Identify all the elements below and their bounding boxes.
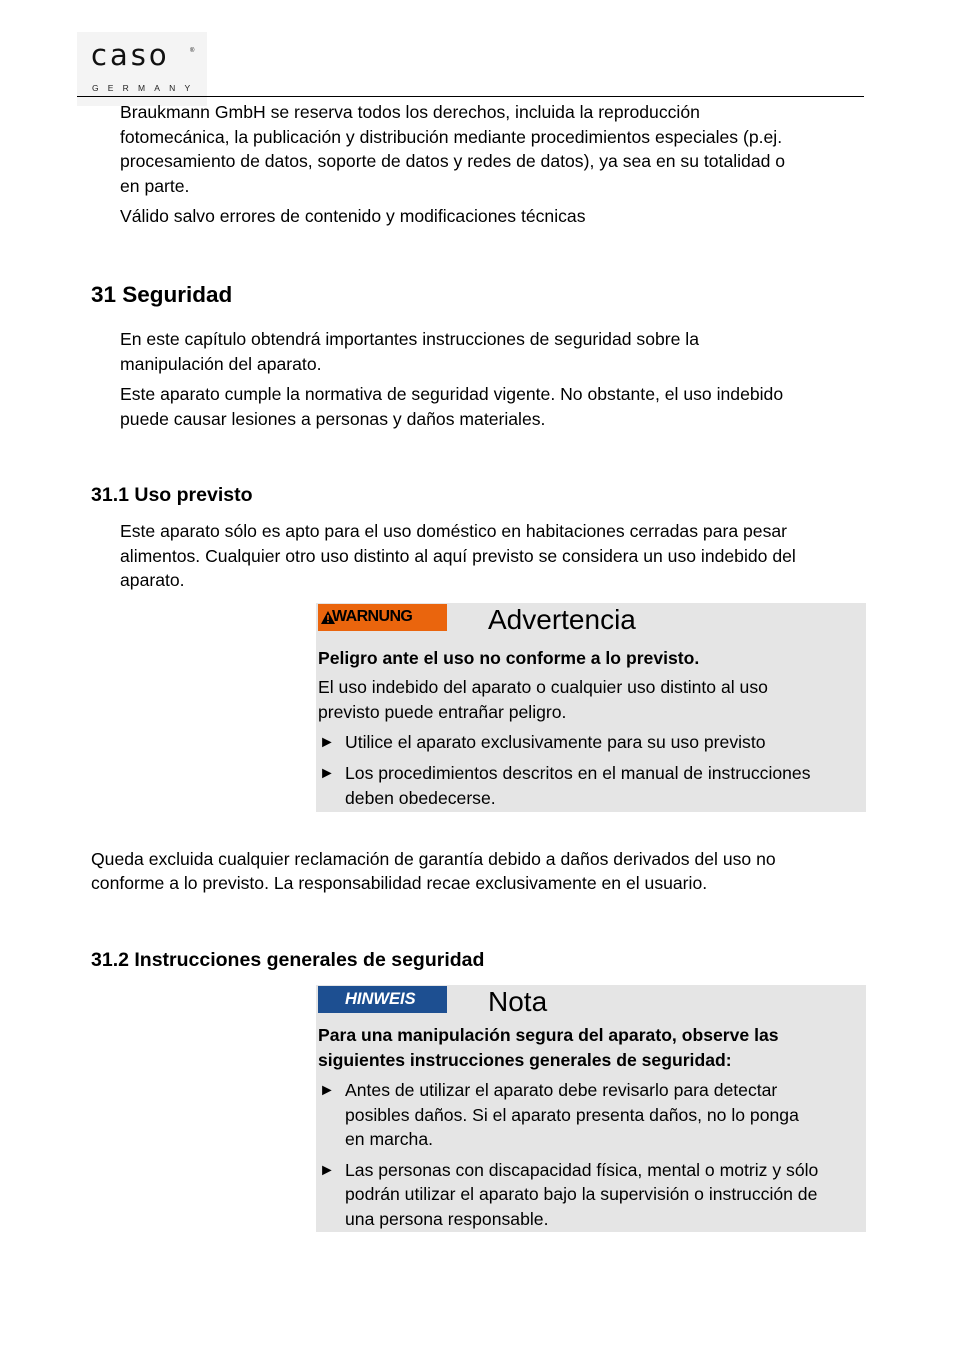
section-31-1-heading: 31.1 Uso previsto bbox=[91, 484, 253, 506]
warning-lead: Peligro ante el uso no conforme a lo previsto. bbox=[318, 648, 700, 668]
section-31-1-line-3: aparato. bbox=[120, 570, 185, 590]
note-bullet-2-line-1: Las personas con discapacidad física, mental o motriz y sólo bbox=[345, 1160, 819, 1180]
section-31-p1-line-2: manipulación del aparato. bbox=[120, 354, 322, 374]
warning-badge bbox=[318, 604, 447, 631]
note-bullet-1-line-3: en marcha. bbox=[345, 1129, 434, 1149]
logo-wordmark: caso bbox=[91, 38, 170, 72]
note-lead-line-2: siguientes instrucciones generales de seguridad: bbox=[318, 1050, 732, 1070]
warning-title: Advertencia bbox=[488, 604, 636, 635]
bullet-arrow-icon: ► bbox=[319, 1162, 335, 1179]
section-31-2-heading: 31.2 Instrucciones generales de seguridad bbox=[91, 949, 485, 971]
section-31-p1-line-1: En este capítulo obtendrá importantes instrucciones de seguridad sobre la bbox=[120, 329, 699, 349]
note-title: Nota bbox=[488, 986, 548, 1017]
bullet-arrow-icon: ► bbox=[319, 765, 335, 782]
warranty-line-2: conforme a lo previsto. La responsabilidad recae exclusivamente en el usuario. bbox=[91, 873, 708, 893]
section-31-p2-line-1: Este aparato cumple la normativa de seguridad vigente. No obstante, el uso indebido bbox=[120, 384, 784, 404]
logo-subtitle: GERMANY bbox=[92, 83, 200, 93]
note-badge-label: HINWEIS bbox=[345, 990, 416, 1008]
note-lead-line-1: Para una manipulación segura del aparato, observe las bbox=[318, 1025, 779, 1045]
note-bullet-1-line-1: Antes de utilizar el aparato debe revisarlo para detectar bbox=[345, 1080, 778, 1100]
note-bullet-2-line-3: una persona responsable. bbox=[345, 1209, 549, 1229]
bullet-arrow-icon: ► bbox=[319, 734, 335, 751]
warning-text-line-1: El uso indebido del aparato o cualquier uso distinto al uso bbox=[318, 677, 768, 697]
intro-line-4: en parte. bbox=[120, 176, 190, 196]
caso-logo bbox=[77, 32, 207, 106]
header-rule bbox=[77, 96, 864, 97]
note-bullet-1-line-2: posibles daños. Si el aparato presenta daños, no lo ponga bbox=[345, 1105, 799, 1125]
intro-line-3: procesamiento de datos, soporte de datos y redes de datos), ya sea en su totalidad o bbox=[120, 151, 786, 171]
logo-registered-mark: ® bbox=[190, 48, 195, 54]
section-31-1-line-2: alimentos. Cualquier otro uso distinto al aquí previsto se considera un uso indebido del bbox=[120, 546, 796, 566]
note-bullet-2-line-2: podrán utilizar el aparato bajo la supervisión o instrucción de bbox=[345, 1184, 818, 1204]
warning-text-line-2: previsto puede entrañar peligro. bbox=[318, 702, 567, 722]
bullet-arrow-icon: ► bbox=[319, 1082, 335, 1099]
section-31-p2-line-2: puede causar lesiones a personas y daños materiales. bbox=[120, 409, 546, 429]
intro-note: Válido salvo errores de contenido y modificaciones técnicas bbox=[120, 206, 586, 226]
section-31-heading: 31 Seguridad bbox=[91, 282, 233, 307]
warranty-line-1: Queda excluida cualquier reclamación de garantía debido a daños derivados del uso no bbox=[91, 849, 776, 869]
note-badge bbox=[318, 986, 447, 1013]
intro-line-2: fotomecánica, la publicación y distribución mediante procedimientos especiales (p.ej. bbox=[120, 127, 783, 147]
warning-bullet-2-line-2: deben obedecerse. bbox=[345, 788, 496, 808]
warning-bullet-1: Utilice el aparato exclusivamente para su uso previsto bbox=[345, 732, 766, 752]
warning-badge-label: WARNUNG bbox=[332, 608, 413, 625]
warning-bullet-2-line-1: Los procedimientos descritos en el manual de instrucciones bbox=[345, 763, 811, 783]
section-31-1-line-1: Este aparato sólo es apto para el uso doméstico en habitaciones cerradas para pesar bbox=[120, 521, 788, 541]
intro-line-1: Braukmann GmbH se reserva todos los derechos, incluida la reproducción bbox=[120, 102, 700, 122]
